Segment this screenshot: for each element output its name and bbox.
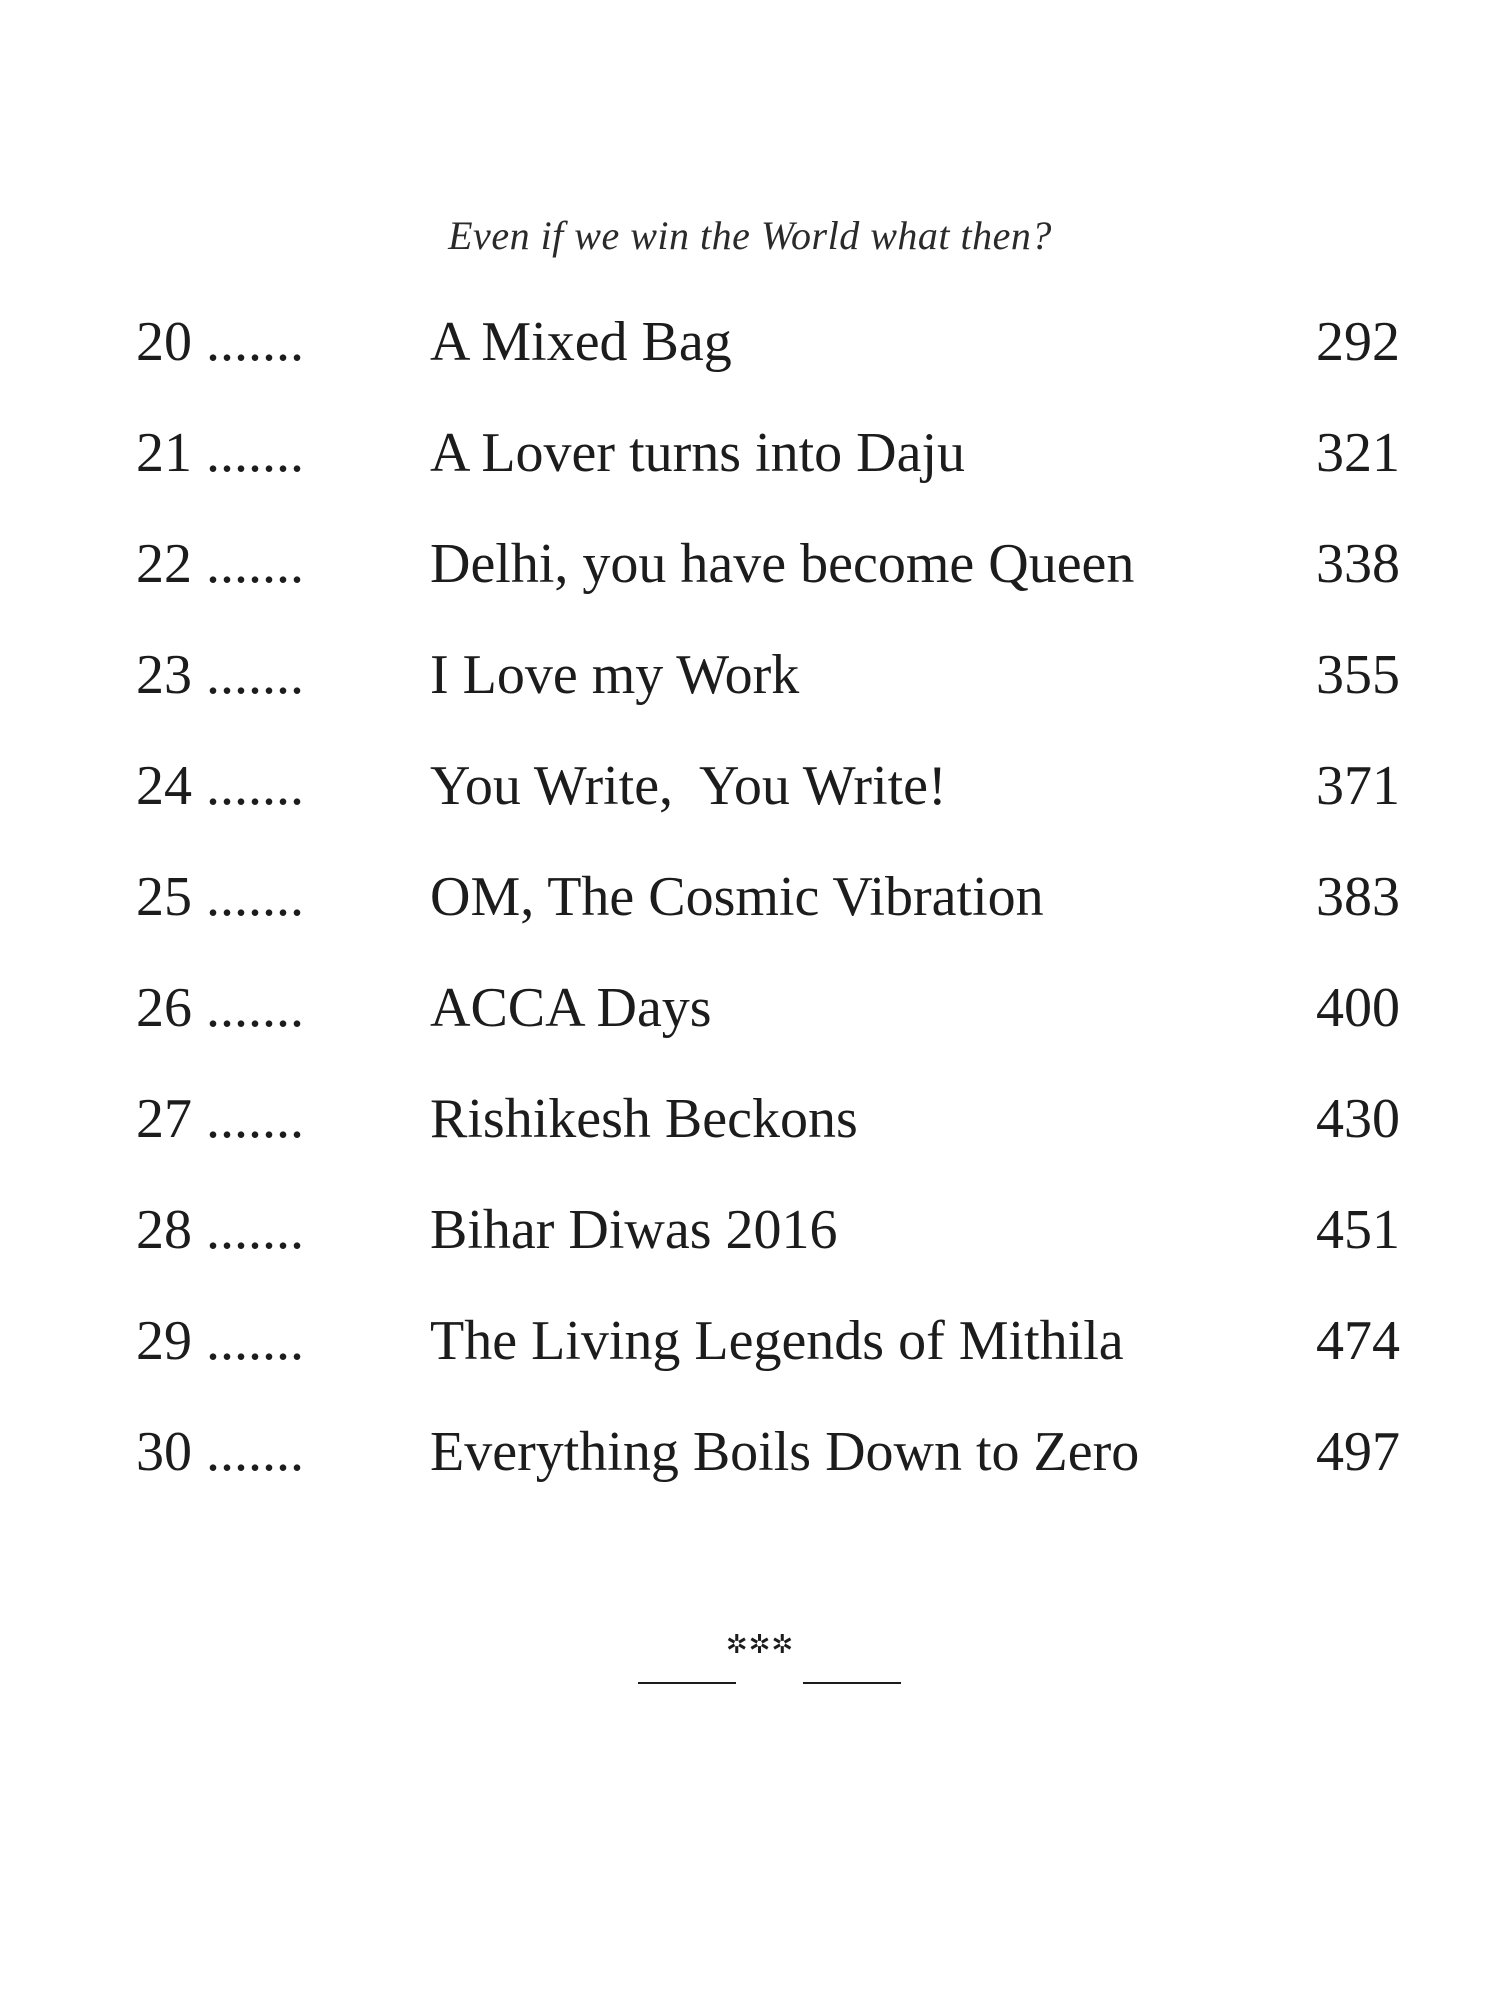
running-header: Even if we win the World what then? (448, 213, 1052, 258)
toc-entry[interactable] (0, 310, 1500, 421)
page-number: 497 (1316, 1421, 1400, 1483)
chapter-number: 20 ....... (136, 311, 304, 373)
toc-entry[interactable] (0, 1198, 1500, 1309)
chapter-title: You Write, You Write! (430, 755, 947, 817)
end-ornament (0, 1630, 1500, 1690)
page-number: 292 (1316, 311, 1400, 373)
chapter-title: A Mixed Bag (430, 311, 732, 373)
chapter-number: 23 ....... (136, 644, 304, 706)
chapter-title: Delhi, you have become Queen (430, 533, 1135, 595)
ornament-rule-left (638, 1682, 736, 1684)
page-number: 451 (1316, 1199, 1400, 1261)
page-number: 400 (1316, 977, 1400, 1039)
chapter-title: A Lover turns into Daju (430, 422, 966, 484)
toc-entry[interactable] (0, 976, 1500, 1087)
toc-entry[interactable] (0, 754, 1500, 865)
chapter-number: 28 ....... (136, 1199, 304, 1261)
ornament-rule-right (803, 1682, 901, 1684)
chapter-number: 24 ....... (136, 755, 304, 817)
page-number: 371 (1316, 755, 1400, 817)
stars-ornament: ✲✲✲ (725, 1630, 795, 1659)
page-number: 355 (1316, 644, 1400, 706)
chapter-title: ACCA Days (430, 977, 712, 1039)
chapter-title: I Love my Work (430, 644, 800, 706)
chapter-number: 30 ....... (136, 1421, 304, 1483)
page-number: 321 (1316, 422, 1400, 484)
chapter-title: OM, The Cosmic Vibration (430, 866, 1044, 928)
chapter-number: 25 ....... (136, 866, 304, 928)
toc-entry[interactable] (0, 865, 1500, 976)
chapter-number: 22 ....... (136, 533, 304, 595)
chapter-title: Everything Boils Down to Zero (430, 1421, 1140, 1483)
toc-entry[interactable] (0, 1087, 1500, 1198)
toc-entry[interactable] (0, 1420, 1500, 1531)
chapter-title: Bihar Diwas 2016 (430, 1199, 838, 1261)
toc-entry[interactable] (0, 532, 1500, 643)
page-number: 430 (1316, 1088, 1400, 1150)
page-number: 383 (1316, 866, 1400, 928)
chapter-number: 27 ....... (136, 1088, 304, 1150)
toc-entry[interactable] (0, 421, 1500, 532)
page-number: 338 (1316, 533, 1400, 595)
chapter-number: 21 ....... (136, 422, 304, 484)
chapter-title: Rishikesh Beckons (430, 1088, 858, 1150)
page-number: 474 (1316, 1310, 1400, 1372)
toc-entry[interactable] (0, 643, 1500, 754)
toc-entry[interactable] (0, 1309, 1500, 1420)
chapter-title: The Living Legends of Mithila (430, 1310, 1124, 1372)
chapter-number: 26 ....... (136, 977, 304, 1039)
table-of-contents (0, 310, 1500, 1531)
chapter-number: 29 ....... (136, 1310, 304, 1372)
